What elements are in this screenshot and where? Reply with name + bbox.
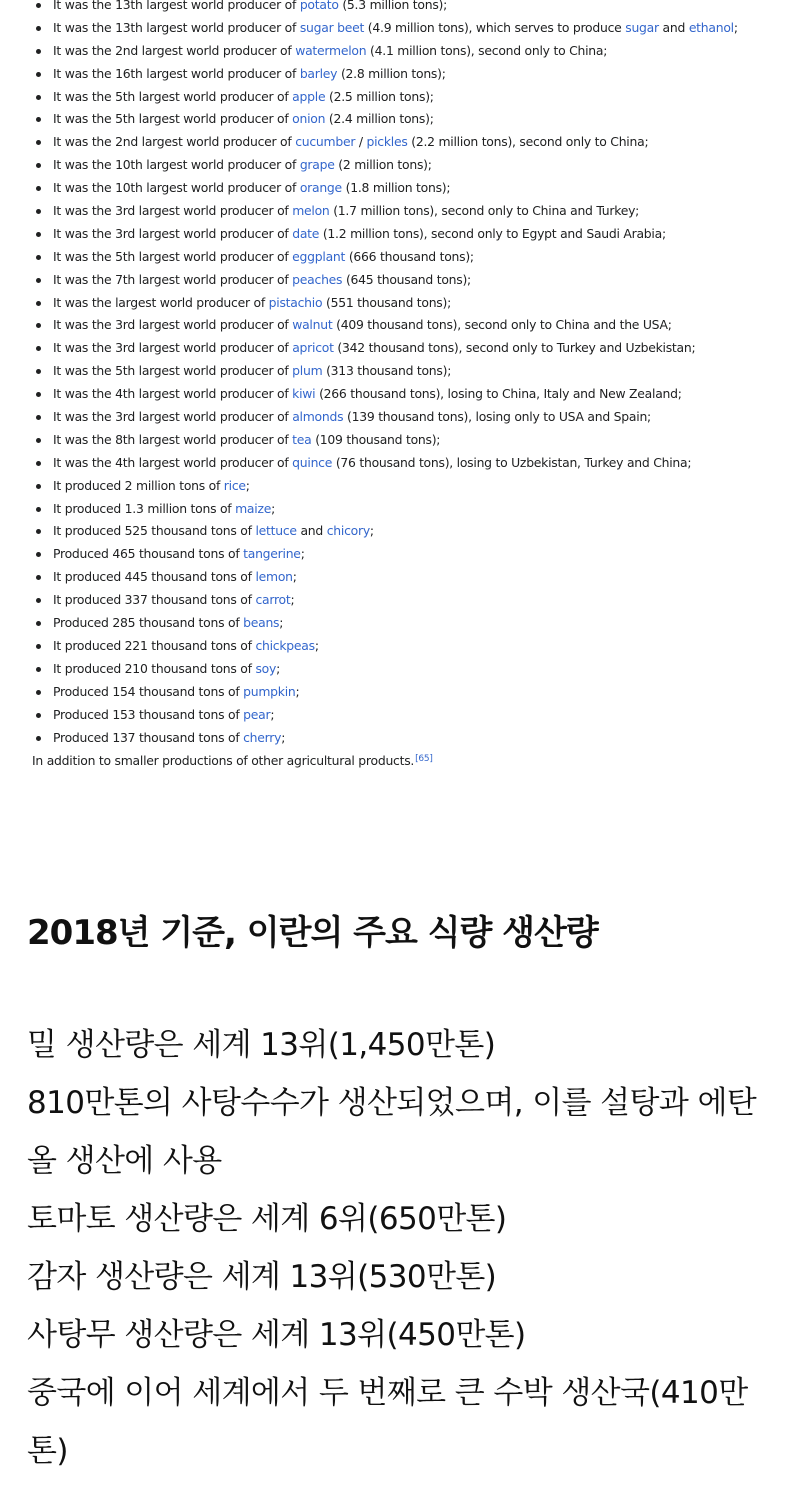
bullet-icon <box>36 186 41 191</box>
item-text: It was the 5th largest world producer of <box>53 363 293 379</box>
korean-line-wheat: 밀 생산량은 세계 13위(1,450만톤) <box>27 1027 496 1063</box>
bullet-icon <box>36 552 41 557</box>
crop-link[interactable]: pistachio <box>268 294 323 310</box>
item-text: It produced 2 million tons of <box>53 477 224 493</box>
list-item <box>34 727 800 750</box>
item-text: (266 thousand tons), losing to China, Italy and New Zealand; <box>315 386 682 402</box>
item-text: It was the 2nd largest world producer of <box>53 42 296 58</box>
list-item <box>34 292 800 315</box>
item-text: ; <box>369 523 374 539</box>
item-text: ; <box>281 729 286 745</box>
list-item <box>34 520 800 543</box>
bullet-icon <box>36 644 41 649</box>
item-text: It produced 445 thousand tons of <box>53 569 256 585</box>
crop-link[interactable]: walnut <box>292 317 333 333</box>
item-text: (139 thousand tons), losing only to USA and Spain; <box>343 409 651 425</box>
item-text: ; <box>733 19 738 35</box>
bullet-icon <box>36 575 41 580</box>
item-text: Produced 465 thousand tons of <box>53 546 244 562</box>
bullet-icon <box>36 278 41 283</box>
item-text: ; <box>271 500 276 516</box>
bullet-icon <box>36 415 41 420</box>
item-text: It was the 10th largest world producer of <box>53 157 300 173</box>
bullet-icon <box>36 690 41 695</box>
citation-link[interactable]: [65] <box>415 754 433 764</box>
crop-link[interactable]: soy <box>255 660 277 676</box>
item-text: It was the 10th largest world producer of <box>53 180 300 196</box>
item-text: (2.5 million tons); <box>325 88 434 104</box>
crop-link[interactable]: carrot <box>255 592 291 608</box>
crop-link[interactable]: potato <box>299 0 339 12</box>
crop-link[interactable]: peaches <box>292 271 343 287</box>
footnote <box>32 753 433 768</box>
list-item <box>34 108 800 131</box>
crop-link[interactable]: barley <box>299 65 338 81</box>
item-text: (666 thousand tons); <box>345 248 474 264</box>
crop-link[interactable]: chicory <box>326 523 370 539</box>
item-text: (1.2 million tons), second only to Egypt and Saudi Arabia; <box>319 225 666 241</box>
item-text: ; <box>300 546 305 562</box>
list-item <box>34 383 800 406</box>
list-item <box>34 17 800 40</box>
item-text: ; <box>276 660 280 676</box>
bullet-icon <box>36 26 41 31</box>
list-item <box>34 566 800 589</box>
crop-link[interactable]: tangerine <box>243 546 301 562</box>
bullet-icon <box>36 301 41 306</box>
bullet-icon <box>36 713 41 718</box>
list-item <box>34 314 800 337</box>
bullet-icon <box>36 163 41 168</box>
item-text: (2 million tons); <box>334 157 432 173</box>
item-text: Produced 285 thousand tons of <box>53 615 244 631</box>
list-item <box>34 40 800 63</box>
crop-link[interactable]: cherry <box>243 729 282 745</box>
list-item <box>34 429 800 452</box>
item-text: It was the 3rd largest world producer of <box>53 317 293 333</box>
crop-link[interactable]: beans <box>243 615 280 631</box>
item-text: It produced 1.3 million tons of <box>53 500 236 516</box>
item-text: Produced 153 thousand tons of <box>53 706 244 722</box>
bullet-icon <box>36 323 41 328</box>
bullet-icon <box>36 736 41 741</box>
crop-link[interactable]: quince <box>292 454 333 470</box>
list-item <box>34 452 800 475</box>
list-item <box>34 200 800 223</box>
item-text: (2.4 million tons); <box>325 111 434 127</box>
crop-link[interactable]: apple <box>292 88 326 104</box>
bullet-icon <box>36 3 41 8</box>
crop-link[interactable]: lemon <box>255 569 293 585</box>
bullet-icon <box>36 117 41 122</box>
list-item <box>34 86 800 109</box>
item-text: It was the 13th largest world producer of <box>53 0 300 12</box>
list-item <box>34 704 800 727</box>
item-text: ; <box>279 615 284 631</box>
bullet-icon <box>36 484 41 489</box>
item-text: (551 thousand tons); <box>322 294 452 310</box>
item-text: It produced 210 thousand tons of <box>53 660 256 676</box>
item-text: It produced 525 thousand tons of <box>53 523 256 539</box>
list-item <box>34 269 800 292</box>
item-text: It was the 13th largest world producer of <box>53 19 300 35</box>
bullet-icon <box>36 598 41 603</box>
item-text: It was the 3rd largest world producer of <box>53 225 293 241</box>
korean-line-watermelon: 중국에 이어 세계에서 두 번째로 큰 수박 생산국(410만톤) <box>27 1375 748 1469</box>
list-item <box>34 131 800 154</box>
item-text: (4.9 million tons), which serves to produce <box>364 19 626 35</box>
list-item <box>34 475 800 498</box>
crop-link[interactable]: onion <box>292 111 326 127</box>
list-item <box>34 543 800 566</box>
bullet-icon <box>36 95 41 100</box>
crop-link[interactable]: sugar beet <box>299 19 365 35</box>
item-text: It was the 16th largest world producer of <box>53 65 300 81</box>
list-item <box>34 177 800 200</box>
item-text: It was the 7th largest world producer of <box>53 271 293 287</box>
item-text: It was the largest world producer of <box>53 294 269 310</box>
crop-link[interactable]: tea <box>292 431 312 447</box>
crop-link[interactable]: lettuce <box>255 523 297 539</box>
item-text: (342 thousand tons), second only to Turkey and Uzbekistan; <box>333 340 696 356</box>
item-text: ; <box>270 706 275 722</box>
item-text: It was the 5th largest world producer of <box>53 248 293 264</box>
item-text: (76 thousand tons), losing to Uzbekistan, Turkey and China; <box>332 454 692 470</box>
item-text: ; <box>290 592 295 608</box>
bullet-icon <box>36 529 41 534</box>
crop-link[interactable]: eggplant <box>292 248 346 264</box>
crop-link[interactable]: watermelon <box>295 42 367 58</box>
item-text: It was the 5th largest world producer of <box>53 88 293 104</box>
list-item <box>34 589 800 612</box>
list-item <box>34 337 800 360</box>
item-text: (109 thousand tons); <box>311 431 441 447</box>
item-text: It was the 8th largest world producer of <box>53 431 293 447</box>
crop-link[interactable]: cucumber <box>295 134 356 150</box>
item-text: It produced 221 thousand tons of <box>53 637 256 653</box>
list-item <box>34 658 800 681</box>
item-text: It was the 3rd largest world producer of <box>53 340 293 356</box>
item-text: and <box>296 523 327 539</box>
crop-link[interactable]: almonds <box>292 409 344 425</box>
bullet-icon <box>36 369 41 374</box>
crop-link[interactable]: pumpkin <box>243 683 296 699</box>
item-text: (645 thousand tons); <box>342 271 471 287</box>
crop-link[interactable]: pickles <box>366 134 408 150</box>
korean-line-sugarcane: 810만톤의 사탕수수가 생산되었으며, 이를 설탕과 에탄올 생산에 사용 <box>27 1085 757 1179</box>
list-item <box>34 635 800 658</box>
list-item <box>34 406 800 429</box>
item-text: It was the 3rd largest world producer of <box>53 409 293 425</box>
list-item <box>34 498 800 521</box>
item-text: ; <box>314 637 319 653</box>
item-text: / <box>355 134 367 150</box>
crop-link[interactable]: pear <box>243 706 271 722</box>
list-item <box>34 0 800 17</box>
bullet-icon <box>36 621 41 626</box>
crop-link[interactable]: date <box>292 225 320 241</box>
crop-link[interactable]: melon <box>292 203 330 219</box>
item-text: ; <box>292 569 297 585</box>
item-text: (409 thousand tons), second only to China and the USA; <box>332 317 672 333</box>
bullet-icon <box>36 255 41 260</box>
crop-link[interactable]: chickpeas <box>255 637 315 653</box>
list-item <box>34 360 800 383</box>
list-item <box>34 681 800 704</box>
bullet-icon <box>36 72 41 77</box>
item-text: It produced 337 thousand tons of <box>53 592 256 608</box>
korean-line-sugar-beet: 사탕무 생산량은 세계 13위(450만톤) <box>27 1317 526 1353</box>
item-text: ; <box>295 683 300 699</box>
korean-line-tomato: 토마토 생산량은 세계 6위(650만톤) <box>27 1201 507 1237</box>
item-text: Produced 137 thousand tons of <box>53 729 244 745</box>
list-item <box>34 63 800 86</box>
item-text: (2.2 million tons), second only to China; <box>407 134 649 150</box>
item-text: (1.7 million tons), second only to China and Turkey; <box>329 203 640 219</box>
item-text: Produced 154 thousand tons of <box>53 683 244 699</box>
korean-line-potato: 감자 생산량은 세계 13위(530만톤) <box>27 1259 497 1295</box>
item-text: It was the 5th largest world producer of <box>53 111 293 127</box>
item-text: It was the 4th largest world producer of <box>53 454 293 470</box>
item-text: (2.8 million tons); <box>337 65 446 81</box>
bullet-icon <box>36 507 41 512</box>
crop-link[interactable]: sugar <box>625 19 659 35</box>
item-text: It was the 2nd largest world producer of <box>53 134 296 150</box>
korean-heading: 2018년 기준, 이란의 주요 식량 생산량 <box>27 913 598 953</box>
item-text: (5.3 million tons); <box>338 0 448 12</box>
bullet-icon <box>36 461 41 466</box>
list-item <box>34 246 800 269</box>
item-text: It was the 3rd largest world producer of <box>53 203 293 219</box>
list-item <box>34 612 800 635</box>
bullet-icon <box>36 140 41 145</box>
crop-link[interactable]: apricot <box>292 340 334 356</box>
crop-link[interactable]: plum <box>292 363 323 379</box>
korean-summary <box>27 1016 773 1480</box>
list-item <box>34 154 800 177</box>
crop-link[interactable]: maize <box>235 500 272 516</box>
bullet-icon <box>36 209 41 214</box>
item-text: ; <box>245 477 250 493</box>
bullet-icon <box>36 49 41 54</box>
bullet-icon <box>36 667 41 672</box>
item-text: and <box>658 19 689 35</box>
bullet-icon <box>36 392 41 397</box>
crop-link[interactable]: rice <box>223 477 246 493</box>
item-text: (1.8 million tons); <box>341 180 451 196</box>
footnote-text: In addition to smaller productions of other agricultural products. <box>32 753 415 768</box>
list-item <box>34 223 800 246</box>
bullet-icon <box>36 346 41 351</box>
crop-link[interactable]: orange <box>299 180 342 196</box>
item-text: (313 thousand tons); <box>322 363 452 379</box>
bullet-icon <box>36 438 41 443</box>
crop-link[interactable]: kiwi <box>292 386 316 402</box>
crop-link[interactable]: grape <box>299 157 335 173</box>
item-text: (4.1 million tons), second only to China; <box>366 42 608 58</box>
bullet-icon <box>36 232 41 237</box>
item-text: It was the 4th largest world producer of <box>53 386 293 402</box>
crop-link[interactable]: ethanol <box>688 19 734 35</box>
